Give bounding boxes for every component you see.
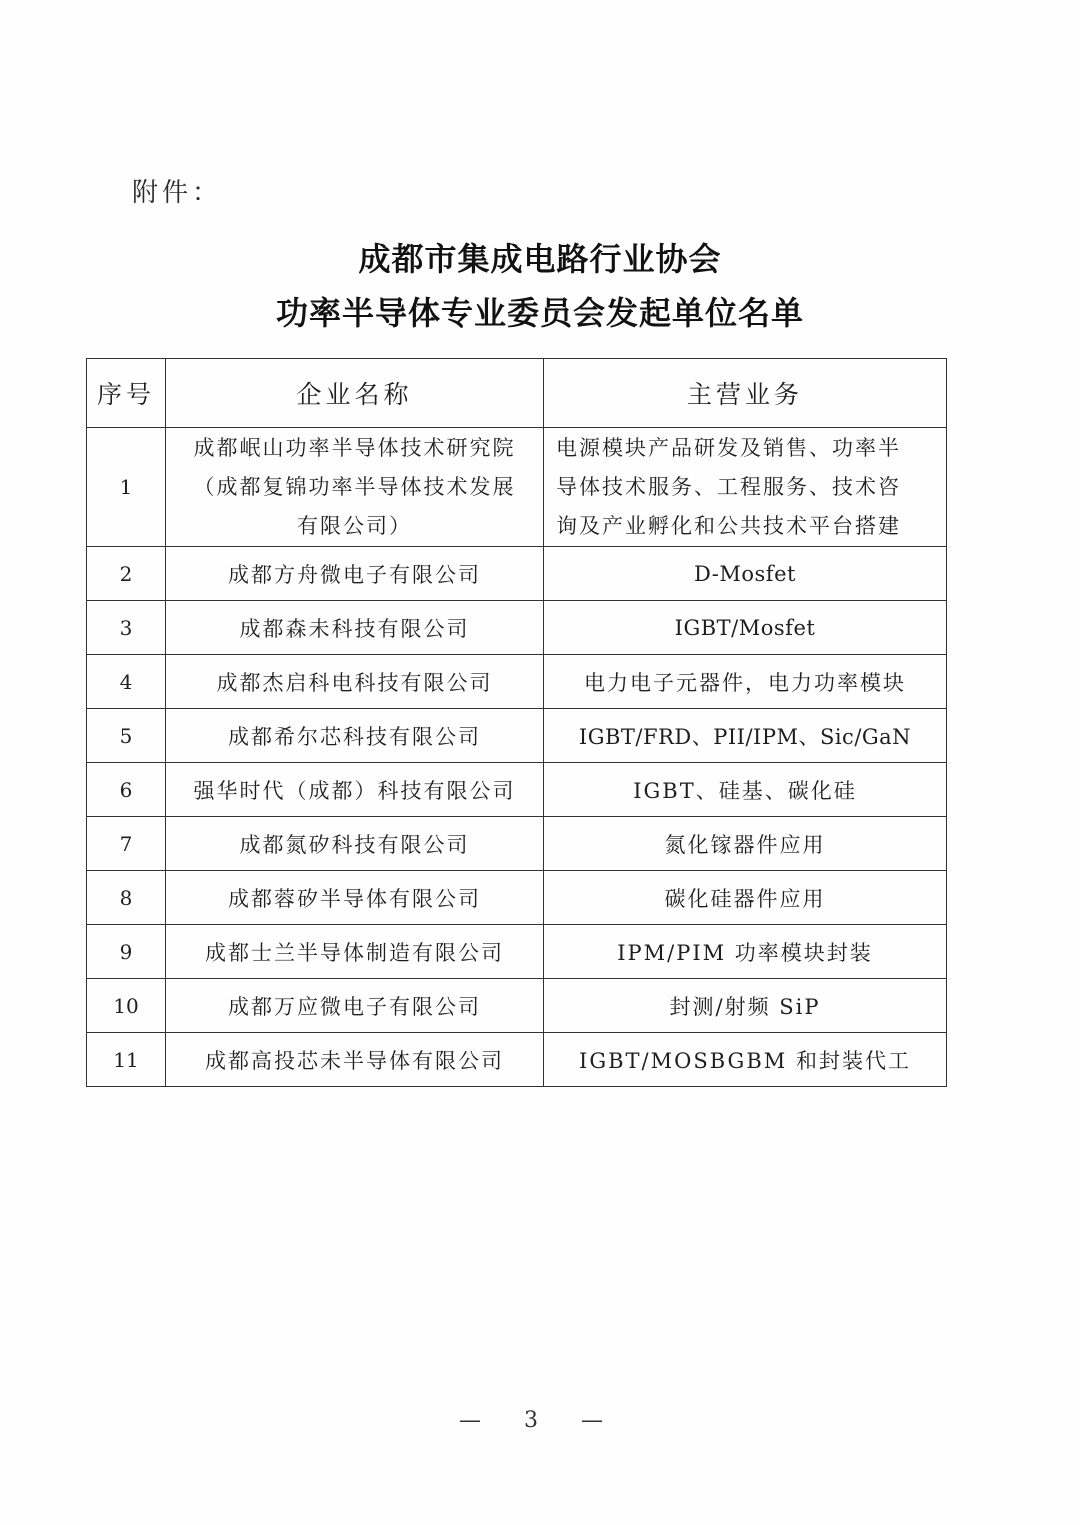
row-main-business: IGBT/FRD、PII/IPM、Sic/GaN [544, 709, 947, 763]
header-index: 序号 [87, 359, 166, 428]
row-company-name: 强华时代（成都）科技有限公司 [166, 763, 544, 817]
table-row [87, 547, 947, 601]
row-company-name: 成都杰启科电科技有限公司 [166, 655, 544, 709]
business-line: 导体技术服务、工程服务、技术咨 [556, 474, 901, 499]
table-header-row [87, 359, 947, 428]
company-name-line: 有限公司） [297, 513, 412, 538]
header-main-business: 主营业务 [544, 359, 947, 428]
page-number: — 3 — [459, 1408, 621, 1433]
row-company-name: 成都森未科技有限公司 [166, 601, 544, 655]
row-main-business: IGBT/Mosfet [544, 601, 947, 655]
business-line: 电源模块产品研发及销售、功率半 [556, 435, 901, 460]
table-row [87, 601, 947, 655]
row-index: 6 [87, 763, 166, 817]
business-line: 询及产业孵化和公共技术平台搭建 [556, 513, 901, 538]
table-row [87, 428, 947, 547]
row-main-business: IPM/PIM 功率模块封装 [544, 925, 947, 979]
table-row [87, 1033, 947, 1087]
row-company-name: 成都万应微电子有限公司 [166, 979, 544, 1033]
attachment-label: 附件： [132, 178, 223, 208]
row-main-business: 封测/射频 SiP [544, 979, 947, 1033]
company-name-line: （成都复锦功率半导体技术发展 [193, 474, 516, 499]
row-main-business [544, 428, 947, 547]
founding-units-table [86, 358, 947, 1087]
document-title-line-1: 成都市集成电路行业协会 [358, 240, 722, 278]
row-index: 11 [87, 1033, 166, 1087]
row-index: 3 [87, 601, 166, 655]
row-main-business: 碳化硅器件应用 [544, 871, 947, 925]
company-name-line: 成都岷山功率半导体技术研究院 [193, 435, 516, 460]
document-title-line-2: 功率半导体专业委员会发起单位名单 [275, 294, 804, 332]
row-main-business: D-Mosfet [544, 547, 947, 601]
row-main-business: IGBT、硅基、碳化硅 [544, 763, 947, 817]
row-index: 9 [87, 925, 166, 979]
header-company-name: 企业名称 [166, 359, 544, 428]
row-index: 2 [87, 547, 166, 601]
row-main-business: IGBT/MOSBGBM 和封装代工 [544, 1033, 947, 1087]
row-main-business: 氮化镓器件应用 [544, 817, 947, 871]
table-row [87, 979, 947, 1033]
row-main-business: 电力电子元器件，电力功率模块 [544, 655, 947, 709]
row-index: 7 [87, 817, 166, 871]
table-row [87, 925, 947, 979]
row-company-name: 成都希尔芯科技有限公司 [166, 709, 544, 763]
table-row [87, 709, 947, 763]
row-index: 8 [87, 871, 166, 925]
table-row [87, 655, 947, 709]
row-company-name: 成都方舟微电子有限公司 [166, 547, 544, 601]
row-index: 1 [87, 428, 166, 547]
row-company-name: 成都士兰半导体制造有限公司 [166, 925, 544, 979]
table-row [87, 871, 947, 925]
row-index: 10 [87, 979, 166, 1033]
row-index: 4 [87, 655, 166, 709]
row-company-name: 成都蓉矽半导体有限公司 [166, 871, 544, 925]
row-company-name: 成都氮矽科技有限公司 [166, 817, 544, 871]
table-row [87, 817, 947, 871]
table-row [87, 763, 947, 817]
row-company-name: 成都高投芯未半导体有限公司 [166, 1033, 544, 1087]
row-index: 5 [87, 709, 166, 763]
row-company-name [166, 428, 544, 547]
